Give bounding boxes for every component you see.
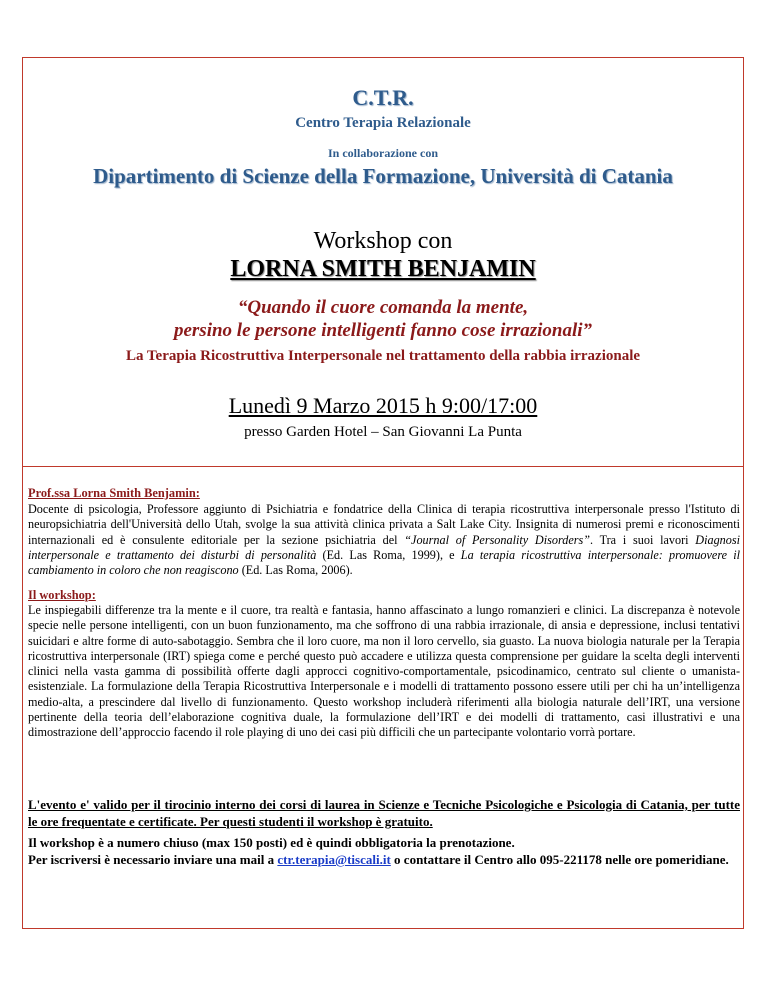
- workshop-subtitle: La Terapia Ricostruttiva Interpersonale nel trattamento della rabbia irrazionale: [125, 348, 641, 364]
- booking-info: [28, 834, 740, 868]
- quote-line-2: persino le persone intelligenti fanno cose irrazionali”: [173, 320, 593, 341]
- org-acronym: C.T.R.: [352, 85, 414, 110]
- booking-line-1: Il workshop è a numero chiuso (max 150 posti) ed è quindi obbligatoria la prenotazione.: [28, 835, 515, 850]
- bio-heading: Prof.ssa Lorna Smith Benjamin:: [28, 486, 200, 500]
- workshop-label: Workshop con: [313, 228, 453, 254]
- speaker-name: LORNA SMITH BENJAMIN: [230, 256, 536, 282]
- bio-text: [28, 502, 740, 578]
- section-divider: [22, 466, 744, 467]
- event-date: Lunedì 9 Marzo 2015 h 9:00/17:00: [228, 393, 538, 418]
- bio-text-b: . Tra i suoi lavori: [590, 532, 696, 547]
- workshop-quote: [22, 296, 744, 342]
- bio-text-c: (Ed. Las Roma, 1999), e: [316, 547, 461, 562]
- book-title-2: La terapia ricostruttiva interpersonale: promuovere il cambiamento in coloro che non reagiscono: [28, 547, 740, 578]
- quote-line-1: “Quando il cuore comanda la mente,: [237, 297, 529, 318]
- book-title-1: Diagnosi interpersonale e trattamento dei disturbi di personalità: [28, 532, 740, 562]
- bio-text-d: (Ed. Las Roma, 2006).: [238, 563, 353, 578]
- journal-title: “Journal of Personality Disorders”: [404, 532, 591, 547]
- org-name: Centro Terapia Relazionale: [295, 115, 471, 131]
- booking-line-2: [28, 851, 740, 868]
- booking-line-2a: Per iscriversi è necessario inviare una mail a: [28, 852, 278, 867]
- workshop-description: Le inspiegabili differenze tra la mente e il cuore, tra realtà e fantasia, hanno affascinato a lungo romanzieri e clinici. La discrepanza è notevole specie nelle persone intelligenti, con un buon funzionamento, ma che soffrono di una rabbia irrazionale, di ansia e depressione, inclusi tentativi suicidari e altre forme di auto-sabotaggio. Sembra che il loro cuore, ma non il loro cervello, sia guasto. La nuova biologia naturale per la Terapia ricostruttiva interpersonale (IRT) spiega come e perché questo può accadere e utilizza questa comprensione per guidare la scelta degli interventi clinici nella vasta gamma di possibilità offerte dagli approcci cognitivo-comportamentale, psicodinamico, centrato sul cliente o umanista-esistenziale. La formulazione della Terapia Ricostruttiva Interpersonale e i modelli di trattamento possono essere utili per chi ha un’intelligenza medio-alta, a prescindere dal livello di funzionamento. Questo workshop includerà riferimenti alla biologia naturale dell’IRT, una versione pertinente della teoria dell’elaborazione cognitiva duale, la formulazione dell’IRT e dei modelli di trattamento, casi illustrativi e una dimostrazione dell’approccio facendo il role playing di uno dei casi più difficili che un partecipante volontario vorrà portare.: [28, 603, 740, 740]
- bio-text-a: Docente di psicologia, Professore aggiunto di Psichiatria e fondatrice della Clinica di terapia ricostruttiva interpersonale presso l'Istituto di neuropsichiatria dell'Università dello Utah, svolge la sua attività clinica privata a Salt Lake City. Insignita di numerosi premi e riconoscimenti internazionali ed è consulente editoriale per la sezione psichiatria del: [28, 502, 740, 547]
- department-name: Dipartimento di Scienze della Formazione, Università di Catania: [93, 164, 673, 188]
- student-notice: L'evento e' valido per il tirocinio interno dei corsi di laurea in Scienze e Tecniche Psicologiche e Psicologia di Catania, per tutte le ore frequentate e certificate. Per questi studenti il workshop è gratuito.: [28, 797, 740, 829]
- booking-line-2b: o contattare il Centro allo 095-221178 nelle ore pomeridiane.: [390, 852, 729, 867]
- collaboration-label: In collaborazione con: [328, 146, 438, 160]
- email-link[interactable]: ctr.terapia@tiscali.it: [277, 852, 391, 867]
- workshop-heading: Il workshop:: [28, 588, 96, 602]
- event-venue: presso Garden Hotel – San Giovanni La Punta: [244, 424, 522, 440]
